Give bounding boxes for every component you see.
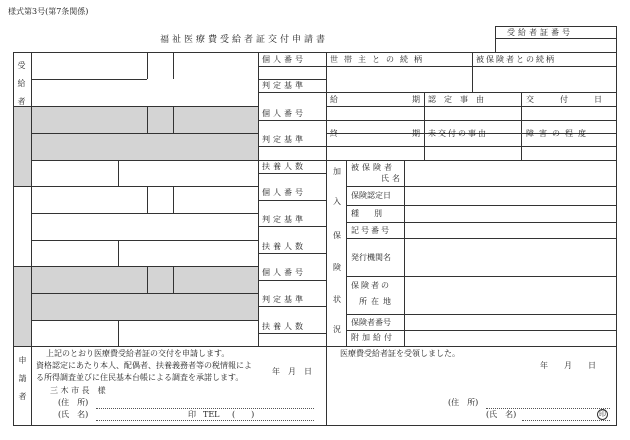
h106r	[326, 106, 617, 107]
ins-label-6: 況	[333, 325, 341, 334]
my-number-label-1: 個人番号	[262, 55, 306, 64]
recipient-label: 受給者	[17, 61, 26, 106]
issuer-label: 発行機関名	[351, 253, 391, 262]
l-h240	[31, 240, 258, 241]
lab-h333	[258, 333, 326, 334]
nonissue-reason-label: 未交付の事由	[428, 129, 488, 138]
receipt-seal: 印	[599, 410, 606, 418]
frame-left	[13, 52, 14, 426]
my-number-label-4: 個人番号	[262, 268, 306, 277]
receipt-text: 医療費受給者証を受領しました。	[340, 349, 460, 358]
insurer-addr-1: 保険者の	[351, 281, 391, 290]
l-v173c	[173, 186, 174, 213]
l-v173d	[173, 266, 174, 293]
h160	[258, 160, 617, 161]
l-h160	[31, 160, 258, 161]
v521	[521, 92, 522, 160]
l-h266	[13, 266, 258, 267]
recipient-no-label: 受給者証番号	[507, 28, 573, 37]
householder-relation-label: 世帯主との続柄	[330, 55, 428, 64]
v472	[472, 52, 473, 92]
insurer-no-label: 保険者番号	[351, 318, 391, 327]
receipt-address-line[interactable]	[486, 408, 610, 409]
recno-left	[495, 26, 496, 53]
applicant-name-line[interactable]	[96, 420, 314, 421]
shade-2b	[31, 266, 258, 293]
ins-label-2: 入	[333, 197, 341, 206]
criteria-label-1: 判定基準	[262, 81, 306, 90]
insured-relation-label: 被保険者との続柄	[476, 55, 556, 64]
applicant-address-line[interactable]	[96, 408, 314, 409]
shade-1a	[13, 106, 31, 186]
lab-h306	[258, 306, 326, 307]
ins-label-1: 加	[333, 167, 341, 176]
disability-degree-label: 障害の程度	[526, 129, 591, 138]
v326	[326, 52, 327, 346]
applicant-date: 年 月 日	[272, 367, 312, 376]
form-number: 様式第3号(第7条関係)	[8, 7, 89, 16]
applicant-tel-label: TEL	[203, 410, 220, 419]
insured-name-1: 被保険者	[351, 163, 395, 172]
type-label: 種別	[351, 209, 397, 218]
frame-bottom	[13, 425, 617, 426]
my-number-label-2: 個人番号	[262, 109, 306, 118]
applicant-label: 申請者	[18, 356, 27, 401]
ins-label-3: 保	[333, 231, 341, 240]
ins-h222	[346, 222, 617, 223]
my-number-label-3: 個人番号	[262, 188, 306, 197]
receipt-name-line[interactable]	[522, 420, 610, 421]
l-v173a	[173, 52, 174, 79]
frame-right	[616, 52, 617, 426]
recno-mid	[495, 38, 617, 39]
lab-h79	[258, 79, 326, 80]
applicant-seal: 印	[188, 410, 196, 419]
dependents-label-3: 扶養人数	[262, 242, 306, 251]
code-no-label: 記号番号	[351, 226, 391, 235]
l-h79	[31, 79, 147, 80]
ins-h205	[346, 205, 617, 206]
dependents-label-2: 扶養人数	[262, 162, 306, 171]
l-v118b	[118, 240, 119, 266]
end-label: 終	[330, 129, 338, 138]
dependents-label-4: 扶養人数	[262, 322, 306, 331]
insurer-addr-2: 所在地	[359, 297, 395, 306]
start-suffix: 期	[412, 95, 420, 104]
cert-date-label: 保険認定日	[351, 191, 391, 200]
l-v173b	[173, 106, 174, 133]
supplement-label: 附加給付	[351, 333, 395, 342]
l-h133	[31, 133, 258, 134]
recno-right	[616, 26, 617, 53]
applicant-text-2: 資格認定にあたり本人、配偶者、扶養義務者等の税情報によ	[36, 361, 252, 370]
l-v147b	[147, 106, 148, 133]
shade-2a	[13, 266, 31, 346]
frame-top	[13, 52, 617, 53]
l-v118a	[118, 160, 119, 186]
ins-label-4: 険	[333, 263, 341, 272]
lab-h253	[258, 253, 326, 254]
criteria-label-3: 判定基準	[262, 215, 306, 224]
issue-date-label: 交付日	[526, 95, 628, 104]
l-h293	[31, 293, 258, 294]
mayor-address: 三 木 市 長 様	[50, 386, 106, 395]
h92	[258, 92, 617, 93]
l-v147d	[147, 266, 148, 293]
ins-h276	[346, 276, 617, 277]
end-suffix: 期	[412, 129, 420, 138]
criteria-label-4: 判定基準	[262, 295, 306, 304]
start-label: 給	[330, 95, 338, 104]
h146	[258, 146, 617, 147]
h66	[258, 66, 617, 67]
v404	[404, 160, 405, 346]
shade-1c	[31, 133, 258, 160]
v424	[424, 92, 425, 160]
shade-2c	[31, 293, 258, 320]
l-h106	[13, 106, 258, 107]
applicant-name-label: (氏 名)	[58, 410, 89, 419]
lab-h226	[258, 226, 326, 227]
form-title: 福祉医療費受給者証交付申請書	[160, 35, 329, 45]
receipt-name-label: (氏 名)	[486, 410, 517, 419]
cert-reason-label: 認定事由	[428, 95, 492, 104]
l-v31	[31, 52, 32, 346]
h346	[13, 346, 617, 347]
ins-h238	[346, 238, 617, 239]
applicant-text-3: る所得調査並びに住民基本台帳による調査を承諾します。	[36, 373, 244, 382]
applicant-text-1: 上記のとおり医療費受給者証の交付を申請します。	[46, 349, 230, 358]
l-h186	[13, 186, 258, 187]
l-h213	[31, 213, 258, 214]
v346	[346, 160, 347, 346]
l-v258	[258, 52, 259, 346]
insured-name-2: 氏名	[381, 174, 403, 183]
applicant-tel-paren: ( )	[232, 410, 255, 419]
receipt-date: 年 月 日	[540, 361, 596, 370]
b-v31	[31, 346, 32, 426]
l-h320	[31, 320, 258, 321]
l-v118c	[118, 320, 119, 346]
recno-top	[495, 26, 617, 27]
ins-h330	[346, 330, 617, 331]
ins-h186	[346, 186, 617, 187]
b-v326	[326, 346, 327, 426]
lab-h200	[258, 200, 326, 201]
lab-h280	[258, 280, 326, 281]
l-v147c	[147, 186, 148, 213]
ins-h314	[346, 314, 617, 315]
applicant-address-label: (住 所)	[58, 398, 89, 407]
shade-1b	[31, 106, 258, 133]
h120	[258, 120, 617, 121]
lab-h173	[258, 173, 326, 174]
l-v147a	[147, 52, 148, 79]
ins-label-5: 状	[333, 295, 341, 304]
receipt-address-label: (住 所)	[448, 398, 479, 407]
criteria-label-2: 判定基準	[262, 135, 306, 144]
